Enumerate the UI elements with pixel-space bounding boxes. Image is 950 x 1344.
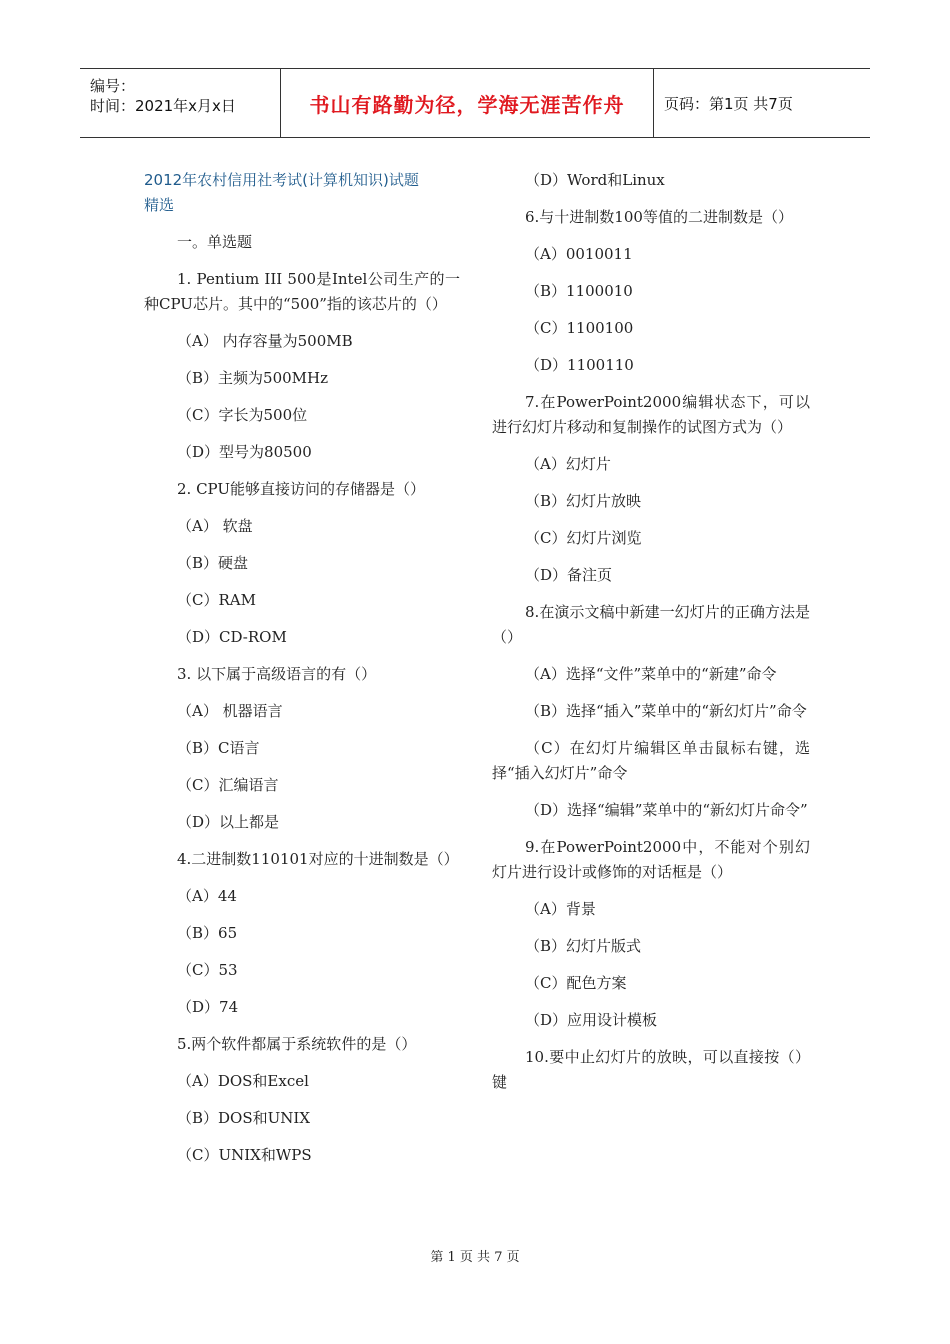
question-7-option-d: （D）备注页 bbox=[525, 566, 613, 584]
question-1-option-c: （C）字长为500位 bbox=[177, 406, 308, 424]
question-7-option-a: （A）幻灯片 bbox=[525, 455, 611, 473]
question-6-option-c: （C）1100100 bbox=[525, 319, 634, 337]
question-8-option-d: （D）选择“编辑”菜单中的“新幻灯片命令” bbox=[525, 801, 808, 819]
doc-title-line1: 2012年农村信用社考试(计算机知识)试题 bbox=[144, 171, 419, 189]
question-3-option-a: （A） 机器语言 bbox=[177, 702, 283, 720]
question-2-option-c: （C）RAM bbox=[177, 591, 256, 609]
question-7: 7.在PowerPoint2000编辑状态下，可以进行幻灯片移动和复制操作的试图方式为（） bbox=[492, 393, 810, 436]
doc-time-label: 时间：2021年x月x日 bbox=[90, 97, 236, 115]
question-1-option-a: （A） 内存容量为500MB bbox=[177, 332, 353, 350]
question-4-option-d: （D）74 bbox=[177, 998, 239, 1016]
header-motto: 书山有路勤为径，学海无涯苦作舟 bbox=[309, 92, 625, 117]
question-3: 3. 以下属于高级语言的有（） bbox=[177, 665, 377, 683]
left-column bbox=[144, 168, 460, 1180]
doc-number-label: 编号： bbox=[90, 77, 136, 95]
question-2: 2. CPU能够直接访问的存储器是（） bbox=[177, 480, 426, 498]
question-5-option-c: （C）UNIX和WPS bbox=[177, 1146, 312, 1164]
page-header bbox=[80, 68, 870, 138]
doc-title bbox=[144, 168, 460, 218]
question-4-option-a: （A）44 bbox=[177, 887, 237, 905]
question-6-option-a: （A）0010011 bbox=[525, 245, 633, 263]
question-6-option-b: （B）1100010 bbox=[525, 282, 633, 300]
question-8: 8.在演示文稿中新建一幻灯片的正确方法是（） bbox=[492, 603, 810, 646]
question-5-option-a: （A）DOS和Excel bbox=[177, 1072, 309, 1090]
header-motto-cell bbox=[281, 69, 654, 137]
question-9-option-c: （C）配色方案 bbox=[525, 974, 627, 992]
page-footer: 第 1 页 共 7 页 bbox=[430, 1250, 520, 1265]
question-8-option-a: （A）选择“文件”菜单中的“新建”命令 bbox=[525, 665, 777, 683]
question-9-option-b: （B）幻灯片版式 bbox=[525, 937, 642, 955]
section-heading: 一。单选题 bbox=[177, 233, 253, 251]
doc-title-line2: 精选 bbox=[144, 196, 175, 214]
question-3-option-c: （C）汇编语言 bbox=[177, 776, 279, 794]
question-1-option-b: （B）主频为500MHz bbox=[177, 369, 328, 387]
question-10: 10.要中止幻灯片的放映，可以直接按（）键 bbox=[492, 1048, 810, 1091]
question-3-option-d: （D）以上都是 bbox=[177, 813, 280, 831]
question-6-option-d: （D）1100110 bbox=[525, 356, 634, 374]
header-meta-cell bbox=[80, 69, 281, 137]
question-2-option-a: （A） 软盘 bbox=[177, 517, 253, 535]
question-3-option-b: （B）C语言 bbox=[177, 739, 260, 757]
header-page-number: 页码：第1页 共7页 bbox=[664, 94, 793, 113]
question-4-option-c: （C）53 bbox=[177, 961, 238, 979]
question-9-option-d: （D）应用设计模板 bbox=[525, 1011, 658, 1029]
question-1: 1. Pentium III 500是Intel公司生产的一种CPU芯片。其中的“500”指的该芯片的（） bbox=[144, 270, 460, 313]
question-7-option-c: （C）幻灯片浏览 bbox=[525, 529, 642, 547]
question-5-option-d: （D）Word和Linux bbox=[525, 171, 665, 189]
question-8-option-c: （C）在幻灯片编辑区单击鼠标右键，选择“插入幻灯片”命令 bbox=[492, 739, 810, 782]
question-4: 4.二进制数110101对应的十进制数是（） bbox=[177, 850, 459, 868]
question-4-option-b: （B）65 bbox=[177, 924, 238, 942]
question-6: 6.与十进制数100等值的二进制数是（） bbox=[525, 208, 793, 226]
question-9-option-a: （A）背景 bbox=[525, 900, 596, 918]
question-7-option-b: （B）幻灯片放映 bbox=[525, 492, 642, 510]
question-5: 5.两个软件都属于系统软件的是（） bbox=[177, 1035, 417, 1053]
question-1-option-d: （D）型号为80500 bbox=[177, 443, 312, 461]
right-column bbox=[492, 168, 810, 1107]
question-2-option-d: （D）CD-ROM bbox=[177, 628, 287, 646]
question-9: 9.在PowerPoint2000中，不能对个别幻灯片进行设计或修饰的对话框是（） bbox=[492, 838, 810, 881]
question-8-option-b: （B）选择“插入”菜单中的“新幻灯片”命令 bbox=[525, 702, 807, 720]
question-5-option-b: （B）DOS和UNIX bbox=[177, 1109, 310, 1127]
header-page-cell bbox=[654, 69, 870, 137]
question-2-option-b: （B）硬盘 bbox=[177, 554, 249, 572]
